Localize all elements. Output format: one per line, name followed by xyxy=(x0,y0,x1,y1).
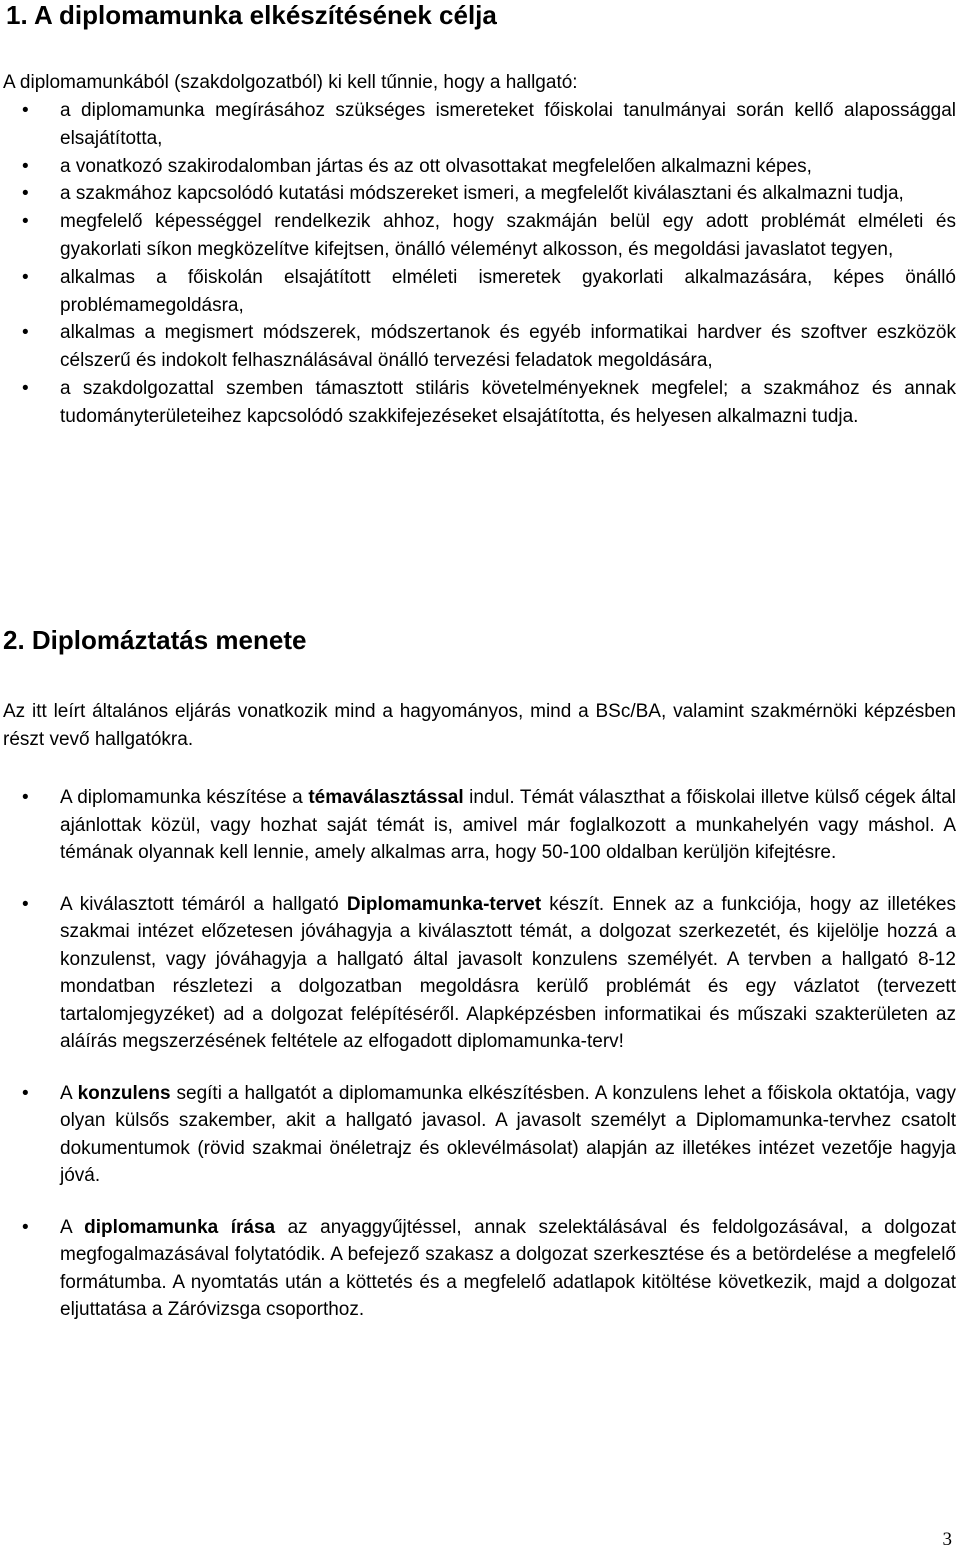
section-2-heading: 2. Diplomáztatás menete xyxy=(3,625,307,655)
section-2-paragraph: Az itt leírt általános eljárás vonatkozik mind a hagyományos, mind a BSc/BA, valamint szakmérnöki képzésben részt vevő hallgatókra. xyxy=(3,701,956,750)
goal-item xyxy=(0,319,956,375)
process-step xyxy=(0,1214,956,1324)
bullet-icon: • xyxy=(22,100,29,121)
bullet-icon: • xyxy=(22,155,29,177)
goal-item xyxy=(0,375,956,431)
step-text-pre: A xyxy=(60,1216,85,1238)
goal-item xyxy=(0,208,956,264)
step-text-post: az anyaggyűjtéssel, annak szelektálásával és feldolgozásával, a dolgozat megfogalmazásával folytatódik. A befejező szakasz a dolgozat szerkesztése és a betördelése a megfelelő formátumba. A nyomtatás után a köttetés és a megfelelő adatlapok kitöltése következik, majd a dolgozat eljuttatása a Záróvizsga csoporthoz. xyxy=(60,1216,956,1320)
goal-item xyxy=(0,153,956,181)
goal-text: a szakmához kapcsolódó kutatási módszereket ismeri, a megfelelőt kiválasztani és alkalmazni tudja, xyxy=(60,183,904,205)
goal-text: alkalmas a főiskolán elsajátított elméleti ismeretek gyakorlati alkalmazására, képes önálló problémamegoldásra, xyxy=(60,266,956,316)
step-text-post: készít. Ennek az a funkciója, hogy az illetékes szakmai intézet előzetesen jóváhagyja a kiválasztott témát, a dolgozat szerkezetét, és kijelölje hozzá a konzulenst, vagy jóváhagyja a hallgató által javasolt konzulens személyét. A tervben a hallgató 8-12 mondatban részletezi a dolgozatban megoldásra kerülő problémát és egy vázlatot (tervezett tartalomjegyzéket) ad a dolgozat felépítéséről. Alapképzésben informatikai és műszaki szakterületen az aláírás megszerzésének feltétele az elfogadott diplomamunka-terv! xyxy=(60,893,956,1052)
step-text-post: segíti a hallgatót a diplomamunka elkészítésben. A konzulens lehet a főiskola oktatója, vagy olyan külsős szakember, akit a hallgató javasol. A javasolt személyt a Diplomamunka-tervhez csatolt dokumentumok (rövid szakmai önéletrajz és oklevélmásolat) alapján az illetékes intézet vezetője hagyja jóvá. xyxy=(60,1082,956,1186)
bullet-icon: • xyxy=(22,1216,29,1238)
goal-item xyxy=(0,180,956,208)
step-keyword: diplomamunka írása xyxy=(84,1216,276,1238)
process-step xyxy=(0,784,956,867)
bullet-icon: • xyxy=(22,322,29,344)
goal-text: a vonatkozó szakirodalomban jártas és az ott olvasottakat megfelelően alkalmazni képes, xyxy=(60,155,812,177)
step-keyword: Diplomamunka-tervet xyxy=(346,893,542,915)
bullet-icon: • xyxy=(22,211,29,233)
goal-text: a diplomamunka megírásához szükséges ismereteket főiskolai tanulmányai során kellő alapossággal elsajátította, xyxy=(60,100,956,149)
goals-list xyxy=(0,97,956,431)
goal-text: a szakdolgozattal szemben támasztott stiláris követelményeknek megfelel; a szakmához és annak tudományterületeihez kapcsolódó szakkifejezéseket elsajátította, és helyesen alkalmazni tudja. xyxy=(60,377,956,427)
process-step xyxy=(0,891,956,1056)
goal-item xyxy=(0,264,956,320)
bullet-icon: • xyxy=(22,1082,29,1104)
process-list xyxy=(0,784,956,1348)
bullet-icon: • xyxy=(22,377,29,399)
step-text-pre: A kiválasztott témáról a hallgató xyxy=(60,893,347,915)
bullet-icon: • xyxy=(22,266,29,288)
bullet-icon: • xyxy=(22,183,29,205)
section-1-heading: 1. A diplomamunka elkészítésének célja xyxy=(6,0,497,30)
bullet-icon: • xyxy=(22,893,29,915)
goal-text: megfelelő képességgel rendelkezik ahhoz, hogy szakmáján belül egy adott problémát elméleti és gyakorlati síkon megközelítve kifejtsen, önálló véleményt alkosson, és megoldási javaslatot tegyen, xyxy=(60,211,956,260)
process-step xyxy=(0,1080,956,1190)
step-text-pre: A xyxy=(60,1082,78,1104)
step-keyword: témaválasztással xyxy=(308,787,464,808)
step-text-post: indul. Témát választhat a főiskolai illetve külső cégek által ajánlottak közül, vagy hozhat saját témát is, amivel már foglalkozott a munkahelyén vagy máshol. A témának olyannak kell lennie, amely alkalmas arra, hogy 50-100 oldalban kerüljön kifejtésre. xyxy=(60,787,956,863)
section-1-intro: A diplomamunkából (szakdolgozatból) ki kell tűnnie, hogy a hallgató: xyxy=(3,72,578,93)
step-text-pre: A diplomamunka készítése a xyxy=(60,787,309,808)
goal-text: alkalmas a megismert módszerek, módszertanok és egyéb informatikai hardver és szoftver eszközök célszerű és indokolt felhasználásával önálló tervezési feladatok megoldására, xyxy=(60,322,956,372)
bullet-icon: • xyxy=(22,787,29,808)
goal-item xyxy=(0,97,956,153)
step-keyword: konzulens xyxy=(77,1082,171,1104)
page-number: 3 xyxy=(942,1529,952,1550)
